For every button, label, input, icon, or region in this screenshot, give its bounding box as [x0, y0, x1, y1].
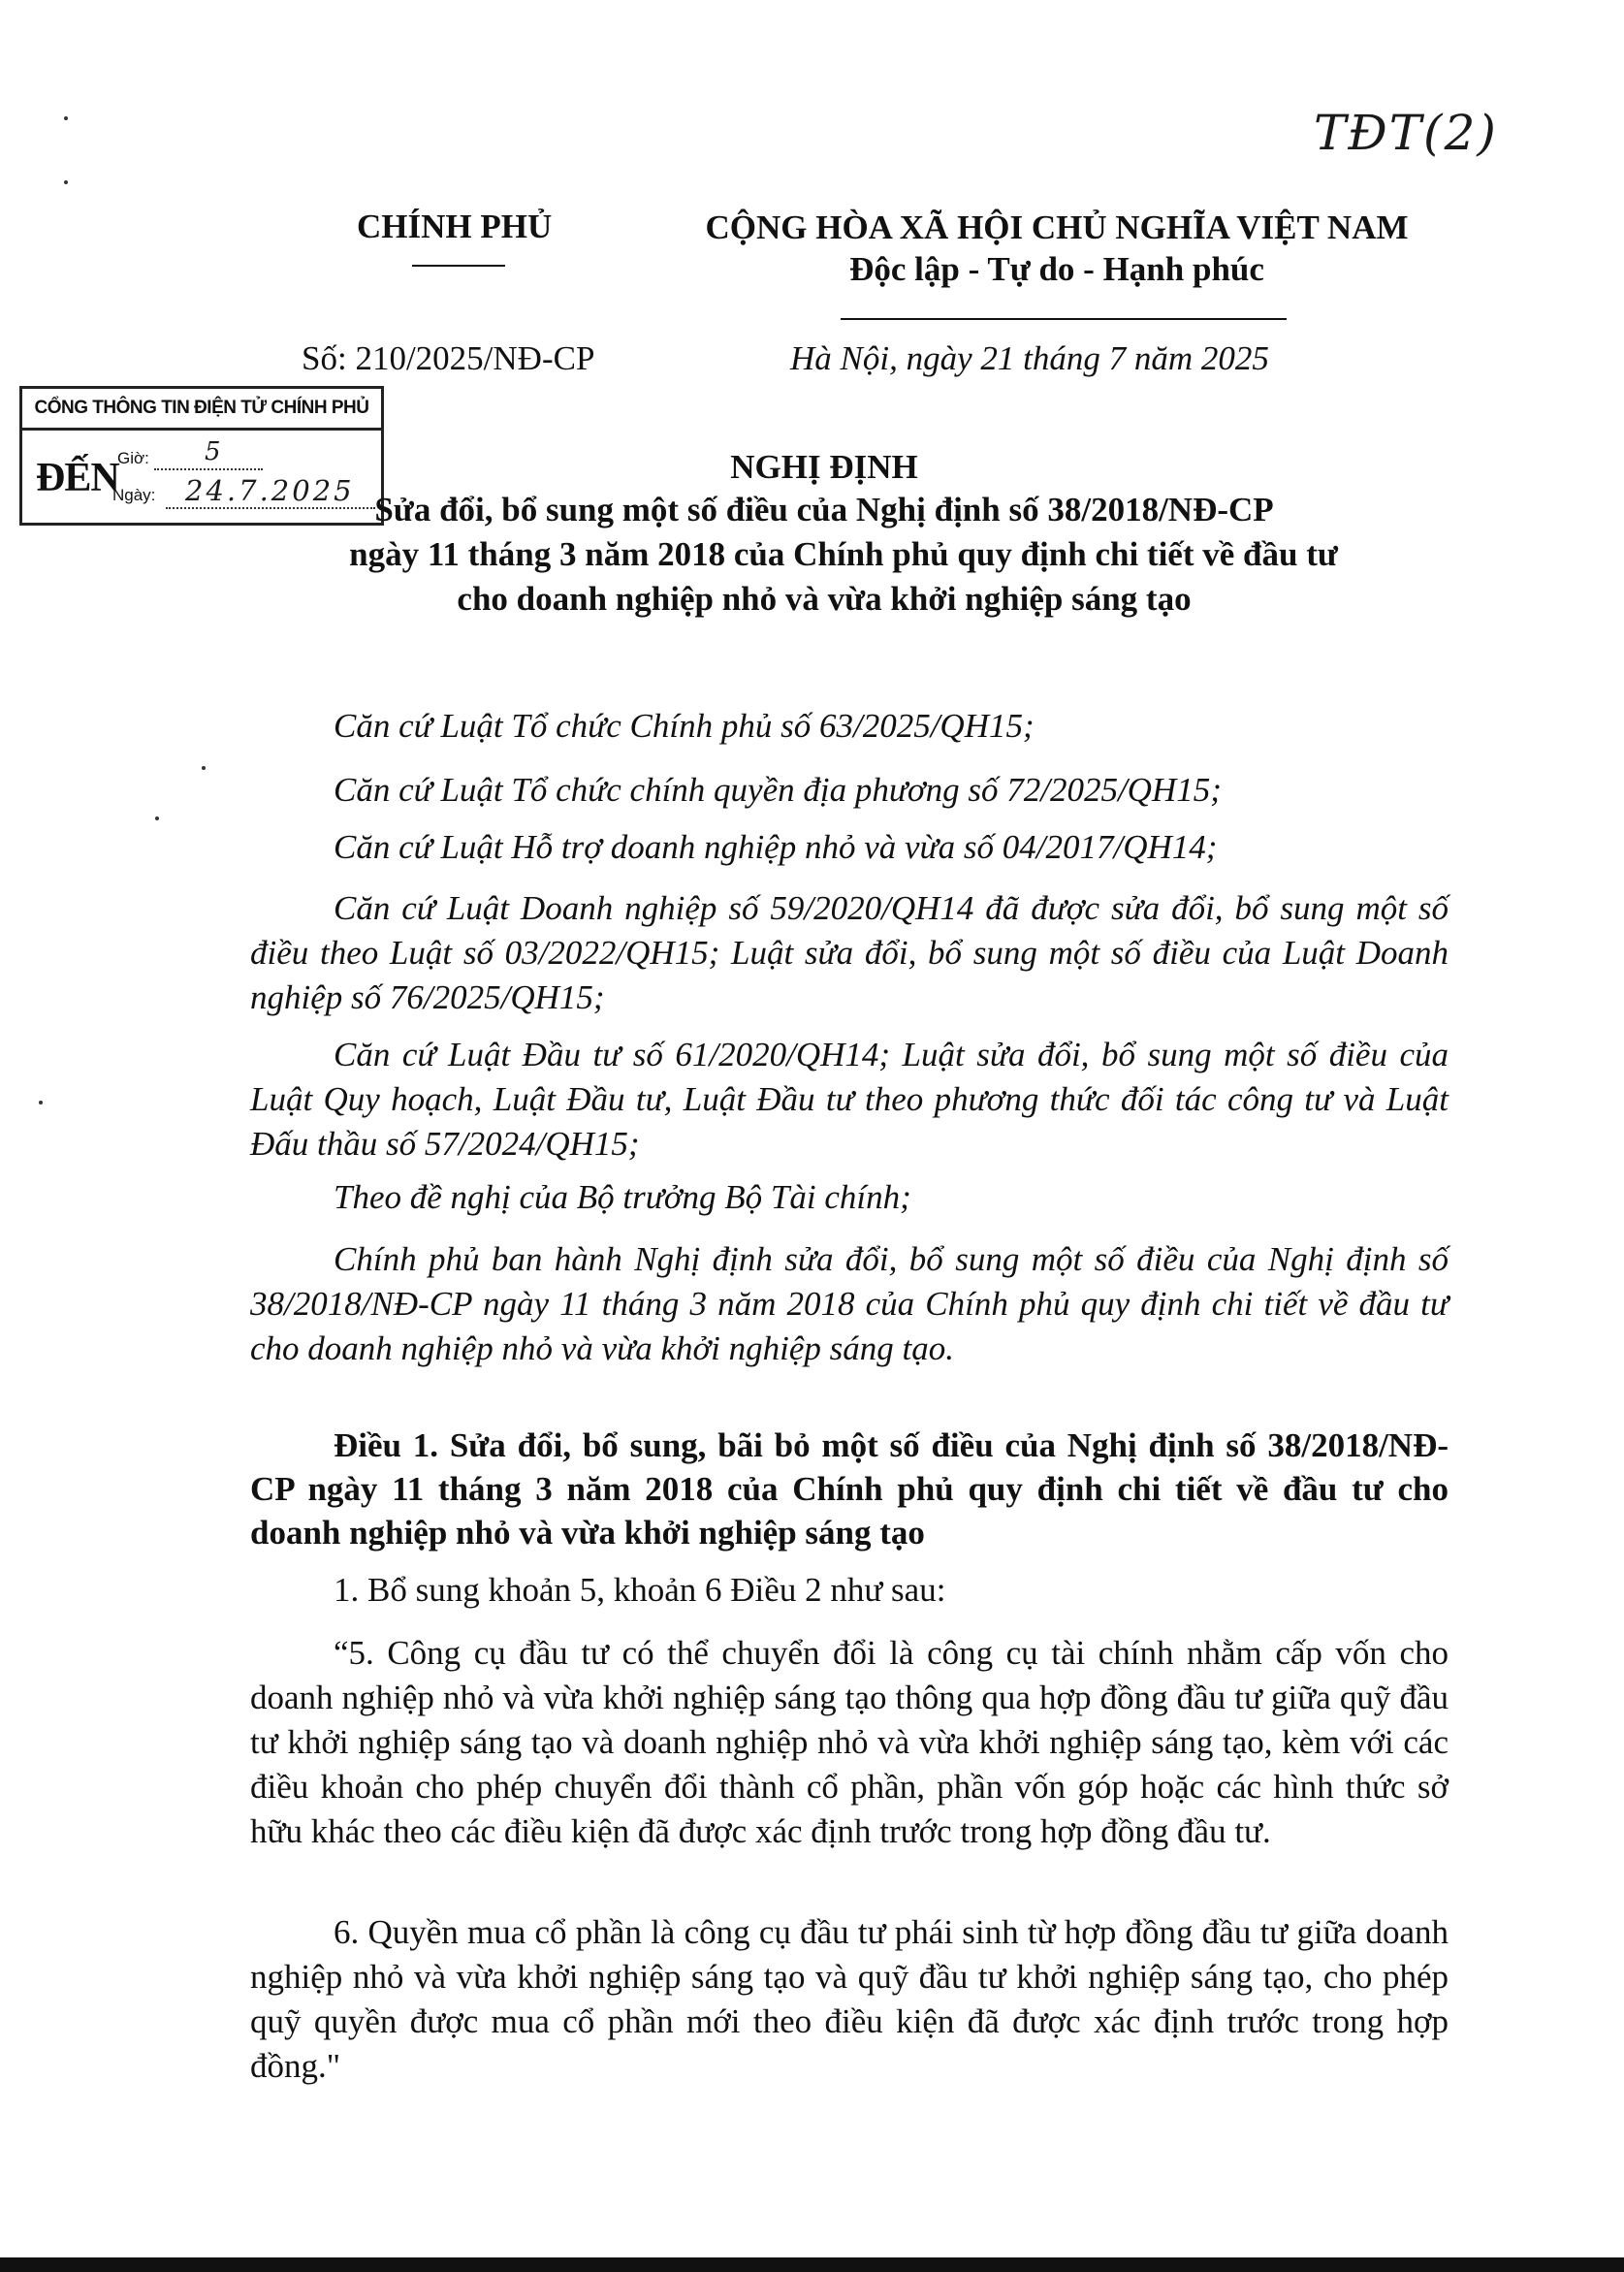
place-and-date: Hà Nội, ngày 21 tháng 7 năm 2025 [790, 339, 1269, 377]
handwritten-note: TĐT(2) [1314, 105, 1498, 161]
scan-speck [64, 180, 68, 184]
decree-title-line-1: Sửa đổi, bổ sung một số điều của Nghị định số 38/2018/NĐ-CP [374, 491, 1274, 528]
decree-kind: NGHỊ ĐỊNH [730, 448, 918, 486]
scan-speck [64, 116, 68, 120]
preamble-basis-4: Căn cứ Luật Doanh nghiệp số 59/2020/QH14 đã được sửa đổi, bổ sung một số điều theo Luật số 03/2022/QH15; Luật sửa đổi, bổ sung một số điều của Luật Doanh nghiệp số 76/2025/QH15; [250, 889, 1449, 1016]
national-title: CỘNG HÒA XÃ HỘI CHỦ NGHĨA VIỆT NAM [705, 208, 1409, 246]
preamble-basis-2: Căn cứ Luật Tổ chức chính quyền địa phương số 72/2025/QH15; [334, 771, 1222, 809]
issuing-agency: CHÍNH PHỦ [357, 208, 553, 245]
preamble-basis-3: Căn cứ Luật Hỗ trợ doanh nghiệp nhỏ và vừa số 04/2017/QH14; [334, 828, 1218, 866]
stamp-gio-value: 5 [205, 437, 221, 466]
scan-speck [39, 1101, 43, 1104]
stamp-org: CỔNG THÔNG TIN ĐIỆN TỬ CHÍNH PHỦ [22, 389, 381, 431]
scan-bottom-edge [0, 2257, 1624, 2272]
stamp-den: ĐẾN [36, 456, 119, 500]
scan-speck [155, 816, 159, 820]
scan-speck [202, 766, 206, 770]
article-1-clause-1-item-5: “5. Công cụ đầu tư có thể chuyển đổi là công cụ tài chính nhằm cấp vốn cho doanh nghiệp nhỏ và vừa khởi nghiệp sáng tạo thông qua hợp đồng đầu tư giữa quỹ đầu tư khởi nghiệp sáng tạo và doanh nghiệp nhỏ và vừa khởi nghiệp sáng tạo, kèm với các điều khoản cho phép chuyển đổi thành cổ phần, phần vốn góp hoặc các hình thức sở hữu khác theo các điều kiện đã được xác định trước trong hợp đồng đầu tư. [250, 1634, 1449, 1850]
stamp-gio-label: Giờ: [117, 449, 149, 467]
article-1-clause-1-item-6: 6. Quyền mua cổ phần là công cụ đầu tư phái sinh từ hợp đồng đầu tư giữa doanh nghiệp nhỏ và vừa khởi nghiệp sáng tạo và quỹ đầu tư khởi nghiệp sáng tạo, cho phép quỹ quyền được mua cổ phần mới theo điều kiện đã được xác định trước trong hợp đồng." [250, 1913, 1449, 2085]
preamble-enactment: Chính phủ ban hành Nghị định sửa đổi, bổ sung một số điều của Nghị định số 38/2018/NĐ-CP ngày 11 tháng 3 năm 2018 của Chính phủ quy định chi tiết về đầu tư cho doanh nghiệp nhỏ và vừa khởi nghiệp sáng tạo. [250, 1240, 1449, 1367]
stamp-ngay-dots [166, 507, 375, 509]
agency-underline [412, 265, 505, 267]
decree-title-line-2: ngày 11 tháng 3 năm 2018 của Chính phủ quy định chi tiết về đầu tư [349, 535, 1338, 573]
incoming-stamp [19, 386, 384, 526]
preamble-basis-1: Căn cứ Luật Tổ chức Chính phủ số 63/2025/QH15; [334, 707, 1035, 745]
stamp-ngay-label: Ngày: [112, 486, 156, 504]
stamp-gio-dots [154, 468, 263, 470]
article-1-clause-1: 1. Bổ sung khoản 5, khoản 6 Điều 2 như sau: [334, 1571, 946, 1609]
preamble-proposal: Theo đề nghị của Bộ trưởng Bộ Tài chính; [334, 1178, 911, 1216]
preamble-basis-5: Căn cứ Luật Đầu tư số 61/2020/QH14; Luật sửa đổi, bổ sung một số điều của Luật Quy hoạch, Luật Đầu tư, Luật Đầu tư theo phương thức đối tác công tư và Luật Đấu thầu số 57/2024/QH15; [250, 1036, 1449, 1163]
motto-underline [841, 318, 1287, 320]
stamp-ngay-value: 24.7.2025 [185, 474, 355, 507]
decree-title-line-3: cho doanh nghiệp nhỏ và vừa khởi nghiệp sáng tạo [457, 580, 1192, 618]
document-number: Số: 210/2025/NĐ-CP [302, 339, 595, 377]
national-motto: Độc lập - Tự do - Hạnh phúc [849, 250, 1264, 288]
article-1-heading: Điều 1. Sửa đổi, bổ sung, bãi bỏ một số điều của Nghị định số 38/2018/NĐ-CP ngày 11 tháng 3 năm 2018 của Chính phủ quy định chi tiết về đầu tư cho doanh nghiệp nhỏ và vừa khởi nghiệp sáng tạo [250, 1426, 1449, 1552]
